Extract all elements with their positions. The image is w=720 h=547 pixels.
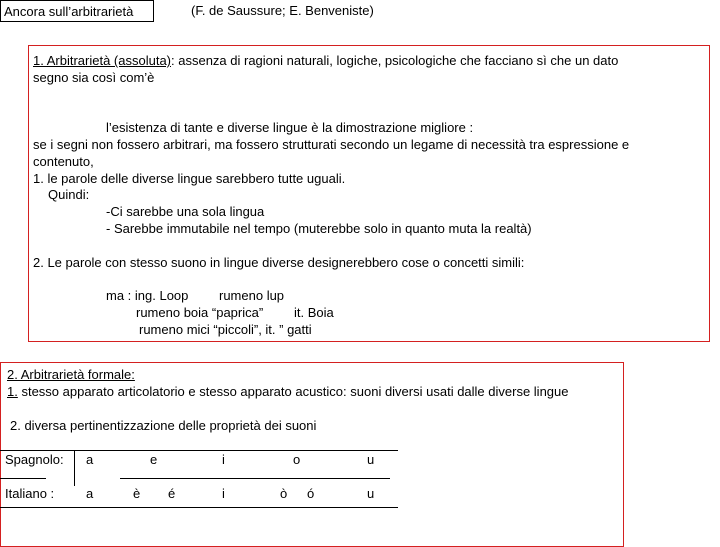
section1-line8: -Ci sarebbe una sola lingua bbox=[106, 204, 265, 219]
example-boia: rumeno boia “paprica” bbox=[136, 305, 264, 320]
row-spanish-cell: o bbox=[293, 452, 301, 467]
row-spanish-cell: e bbox=[150, 452, 158, 467]
section1-heading-rest: : assenza di ragioni naturali, logiche, psicologiche che facciano sì che un dato bbox=[171, 53, 619, 68]
example-loop: ma : ing. Loop bbox=[106, 288, 189, 303]
section2-heading: 2. Arbitrarietà formale: bbox=[7, 367, 135, 382]
section1-heading: 1. Arbitrarietà (assoluta) bbox=[33, 53, 172, 68]
row-italian-cell: ó bbox=[307, 486, 315, 501]
row-italian-cell: u bbox=[367, 486, 375, 501]
section2-num: 1. bbox=[7, 384, 18, 399]
section1-line2: segno sia così com’è bbox=[33, 70, 155, 85]
example-it-boia: it. Boia bbox=[294, 305, 334, 320]
section2-line1-rest: stesso apparato articolatorio e stesso apparato acustico: suoni diversi usati dalle diverse lingue bbox=[17, 384, 569, 399]
table-row-rule-short bbox=[0, 478, 46, 479]
section1-line5: contenuto, bbox=[33, 154, 94, 169]
row-italian-cell: i bbox=[222, 486, 225, 501]
table-top-rule bbox=[0, 450, 398, 451]
table-bottom-rule bbox=[0, 507, 398, 508]
section1-line3: l’esistenza di tante e diverse lingue è la dimostrazione migliore : bbox=[106, 120, 474, 135]
table-label-divider bbox=[74, 450, 75, 486]
row-italian-cell: a bbox=[86, 486, 94, 501]
section2-line2: 2. diversa pertinentizzazione delle proprietà dei suoni bbox=[10, 418, 317, 433]
section1-line6: 1. le parole delle diverse lingue sarebbero tutte uguali. bbox=[33, 171, 346, 186]
row-spanish-label: Spagnolo: bbox=[5, 452, 64, 467]
section1-line9: - Sarebbe immutabile nel tempo (muterebbe solo in quanto muta la realtà) bbox=[106, 221, 532, 236]
row-spanish-cell: a bbox=[86, 452, 94, 467]
row-spanish-cell: u bbox=[367, 452, 375, 467]
section1-line7: Quindi: bbox=[48, 187, 90, 202]
row-italian-label: Italiano : bbox=[5, 486, 55, 501]
row-italian-cell: é bbox=[168, 486, 176, 501]
example-lup: rumeno lup bbox=[219, 288, 285, 303]
title-box bbox=[0, 0, 154, 22]
table-row-rule bbox=[120, 478, 390, 479]
row-spanish-cell: i bbox=[222, 452, 225, 467]
section1-line10: 2. Le parole con stesso suono in lingue diverse designerebbero cose o concetti simili: bbox=[33, 255, 525, 270]
page-title: Ancora sull’arbitrarietà bbox=[4, 4, 134, 19]
row-italian-cell: è bbox=[133, 486, 141, 501]
section1-line4: se i segni non fossero arbitrari, ma fossero strutturati secondo un legame di necessità tra espressione e bbox=[33, 137, 630, 152]
section2-line1 bbox=[7, 384, 568, 399]
section1-first-line bbox=[33, 53, 618, 68]
example-mici: rumeno mici “piccoli”, it. ” gatti bbox=[139, 322, 312, 337]
page-subtitle: (F. de Saussure; E. Benveniste) bbox=[191, 3, 374, 18]
row-italian-cell: ò bbox=[280, 486, 288, 501]
